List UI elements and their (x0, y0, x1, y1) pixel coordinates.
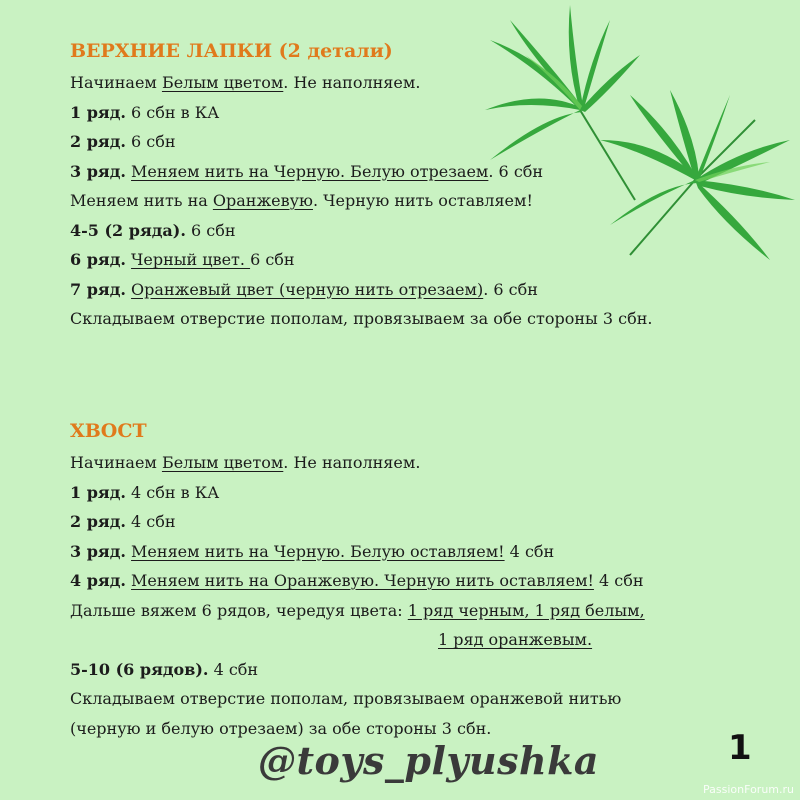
instruction-line: Складываем отверстие пополам, провязываем за обе стороны 3 сбн. (70, 309, 653, 328)
section-title: ХВОСТ (70, 420, 147, 442)
instruction-line (70, 655, 645, 685)
author-handle: @toys_plyushka (258, 738, 600, 783)
instruction-line (70, 537, 645, 567)
row-label: 2 ряд. (70, 132, 126, 151)
underlined-text: Оранжевый цвет (черную нить отрезаем) (131, 279, 484, 299)
underlined-text: Меняем нить на Оранжевую. Черную нить оставляем! (131, 571, 594, 590)
text: 4 сбн (593, 571, 644, 590)
text: 4 сбн (125, 512, 176, 531)
row-label: 2 ряд. (70, 512, 126, 531)
instruction-line (70, 448, 645, 478)
instruction-line (70, 98, 652, 128)
row-label: 4-5 (2 ряда). (70, 220, 186, 240)
instruction-line (70, 127, 652, 157)
text: . Черную нить оставляем! (312, 191, 533, 210)
instruction-line (70, 157, 652, 187)
text: 4 сбн (208, 659, 259, 679)
row-label: 1 ряд. (70, 102, 126, 122)
underlined-text: 1 ряд черным, 1 ряд белым, (407, 600, 645, 620)
underlined-text: Оранжевую (212, 191, 313, 210)
row-label: 3 ряд. (70, 161, 126, 181)
row-label: 3 ряд. (70, 541, 126, 561)
instruction-line (70, 68, 652, 98)
instruction-line (70, 245, 652, 275)
text: . 6 сбн (483, 279, 538, 299)
underlined-text: Черный цвет. (131, 250, 251, 269)
instruction-line (70, 566, 645, 596)
row-label: 7 ряд. (70, 279, 126, 299)
instruction-line: (черную и белую отрезаем) за обе стороны 3 сбн. (70, 718, 492, 738)
underlined-text: Меняем нить на Черную. Белую отрезаем (131, 161, 489, 181)
text: Дальше вяжем 6 рядов, чередуя цвета: (70, 600, 408, 620)
row-label: 4 ряд. (70, 571, 126, 590)
instruction-line (70, 275, 652, 305)
section-upper-paws (70, 38, 652, 334)
text: Начинаем (70, 453, 162, 472)
text: . 6 сбн (488, 161, 544, 181)
row-label: 6 ряд. (70, 250, 126, 269)
text: 4 сбн (504, 541, 555, 561)
instruction-line (70, 625, 645, 655)
row-label: 5-10 (6 рядов). (70, 659, 209, 679)
instruction-line (70, 186, 652, 216)
instruction-line: Складываем отверстие пополам, провязываем оранжевой нитью (70, 689, 622, 708)
row-label: 1 ряд. (70, 482, 126, 502)
text: 6 сбн (250, 250, 295, 269)
text: 6 сбн в КА (125, 102, 220, 122)
page-number: 1 (728, 728, 752, 768)
text: 6 сбн (125, 132, 176, 151)
text: 4 сбн в КА (125, 482, 220, 502)
instruction-line (70, 216, 652, 246)
instruction-line (70, 478, 645, 508)
text: . Не наполняем. (283, 73, 421, 92)
section-title: ВЕРХНИЕ ЛАПКИ (2 детали) (70, 40, 393, 62)
underlined-text: Белым цветом (161, 73, 284, 92)
instruction-line (70, 507, 645, 537)
text: . Не наполняем. (283, 453, 421, 472)
underlined-text: Меняем нить на Черную. Белую оставляем! (131, 541, 505, 561)
underlined-text: 1 ряд оранжевым. (438, 630, 593, 649)
text: Начинаем (70, 73, 162, 92)
section-tail (70, 418, 645, 743)
underlined-text: Белым цветом (161, 453, 284, 472)
watermark: PassionForum.ru (703, 783, 794, 796)
text: 6 сбн (185, 220, 236, 240)
text: Меняем нить на (70, 191, 213, 210)
instruction-line (70, 596, 645, 626)
